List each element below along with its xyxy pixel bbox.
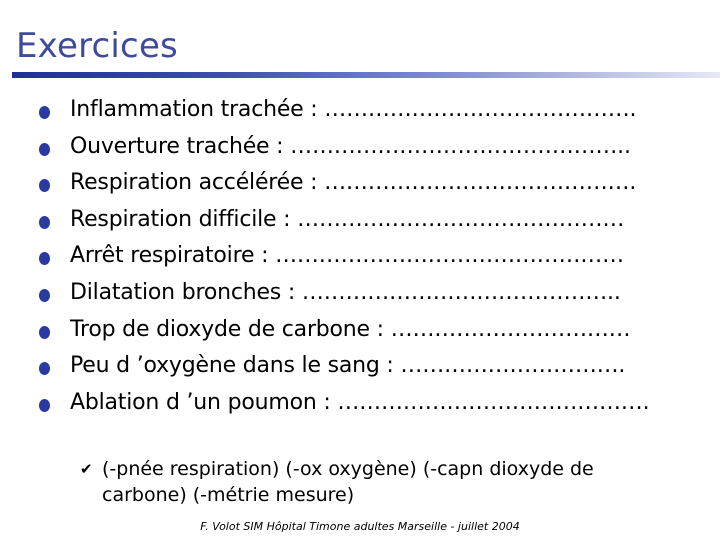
list-item xyxy=(0,92,720,129)
exercise-text: Arrêt respiratoire : ………………………………………… xyxy=(70,243,624,269)
list-item xyxy=(0,129,720,166)
list-item xyxy=(0,385,720,422)
exercise-text: Peu d ’oxygène dans le sang : …………………………. xyxy=(70,353,626,379)
exercise-text: Dilatation bronches : …………………………………….. xyxy=(70,279,621,305)
bullet-icon xyxy=(39,289,50,302)
checkmark-icon: ✔ xyxy=(80,460,93,478)
bullet-icon xyxy=(39,326,50,339)
list-item xyxy=(0,312,720,349)
bullet-icon xyxy=(39,143,50,156)
exercise-text: Respiration difficile : ……………………………………… xyxy=(70,206,625,232)
slide-title: Exercices xyxy=(16,26,178,66)
list-item xyxy=(0,348,720,385)
sub-note-text: (-pnée respiration) (-ox oxygène) (-capn dioxyde de carbone) (-métrie mesure) xyxy=(102,458,594,506)
exercise-text: Ouverture trachée : ……………………………………….. xyxy=(70,133,631,159)
bullet-icon xyxy=(39,216,50,229)
list-item xyxy=(0,165,720,202)
exercise-text: Trop de dioxyde de carbone : …………………………… xyxy=(70,316,631,342)
bullet-icon xyxy=(39,179,50,192)
bullet-icon xyxy=(39,362,50,375)
list-item xyxy=(0,202,720,239)
list-item xyxy=(0,238,720,275)
exercise-text: Respiration accélérée : ……………………………………. xyxy=(70,170,637,196)
footer-credit: F. Volot SIM Hôpital Timone adultes Marseille - juillet 2004 xyxy=(200,520,520,533)
bullet-icon xyxy=(39,106,50,119)
bullet-icon xyxy=(39,252,50,265)
exercise-list xyxy=(0,92,720,421)
exercise-text: Ablation d ’un poumon : ……………………………………. xyxy=(70,389,650,415)
exercise-text: Inflammation trachée : ……………………………………. xyxy=(70,97,637,122)
bullet-icon xyxy=(39,399,50,412)
list-item xyxy=(0,275,720,312)
title-underline xyxy=(12,72,720,78)
